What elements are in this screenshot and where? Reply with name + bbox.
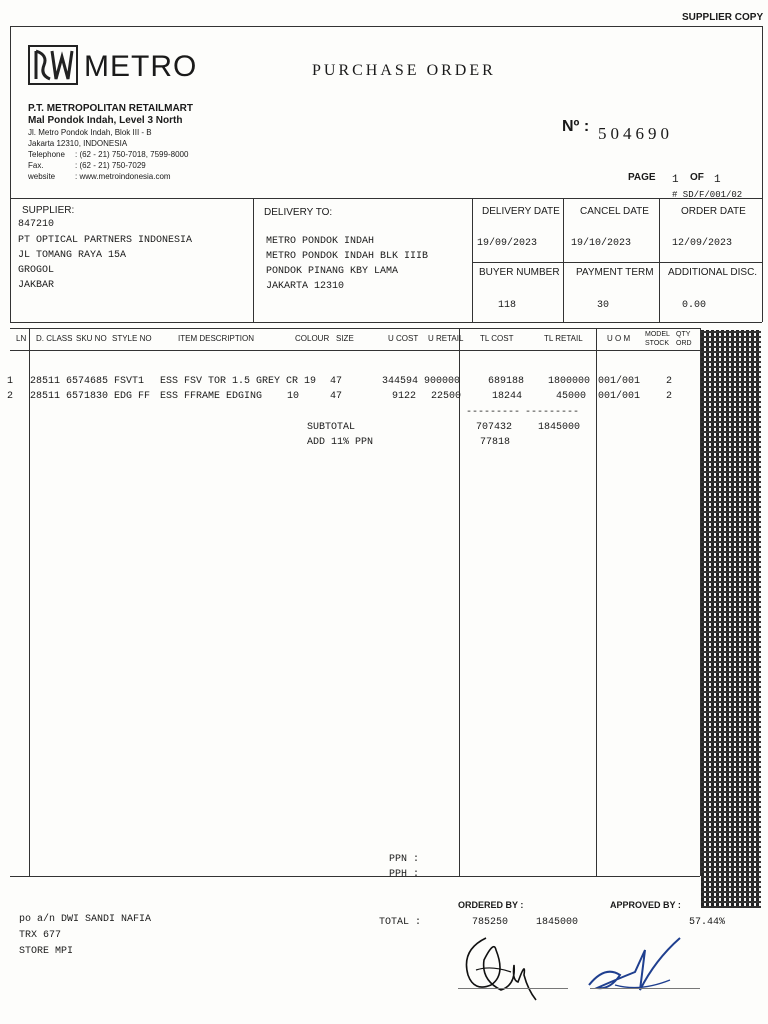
row-colour: 10	[287, 391, 300, 402]
total-retail: 1845000	[536, 917, 579, 928]
total-cost: 785250	[472, 917, 509, 928]
payment-term-label: PAYMENT TERM	[576, 267, 654, 278]
row-ln: 2	[7, 391, 14, 402]
supplier-address-3: JAKBAR	[18, 280, 55, 291]
footer-note-2: TRX 677	[19, 930, 62, 941]
row-tlcost: 689188	[488, 376, 525, 387]
supplier-code: 847210	[18, 219, 55, 230]
row-description: ESS FSV TOR 1.5 GREY CR 19	[160, 376, 317, 387]
ppn-line: PPN :	[389, 854, 420, 865]
col-tlcost: TL COST	[480, 334, 514, 343]
ordered-by-label: ORDERED BY :	[458, 900, 524, 910]
buyer-number: 118	[498, 300, 517, 311]
col-colour: COLOUR	[295, 334, 330, 343]
subtotal-divider-cost: ---------	[466, 407, 521, 418]
ppn-amount: 77818	[480, 437, 511, 448]
row-ucost: 9122	[392, 391, 417, 402]
subtotal-cost: 707432	[476, 422, 513, 433]
row-uretail: 900000	[424, 376, 461, 387]
row-size: 47	[330, 376, 343, 387]
company-address2: Jakarta 12310, INDONESIA	[28, 139, 128, 148]
additional-disc-label: ADDITIONAL DISC.	[668, 267, 758, 278]
delivery-line-1: METRO PONDOK INDAH	[266, 236, 375, 247]
footer-note-3: STORE MPI	[19, 946, 74, 957]
row-qty: 2	[666, 376, 673, 387]
approved-by-label: APPROVED BY :	[610, 900, 681, 910]
po-number: 504690	[598, 124, 673, 143]
signature-approved-icon	[585, 930, 695, 1000]
delivery-to-label: DELIVERY TO:	[264, 207, 333, 218]
col-qty-ord: QTY ORD	[676, 331, 692, 347]
footer-note-1: po a/n DWI SANDI NAFIA	[19, 914, 152, 925]
delivery-date-label: DELIVERY DATE	[482, 206, 560, 217]
delivery-line-3: PONDOK PINANG KBY LAMA	[266, 266, 399, 277]
delivery-line-4: JAKARTA 12310	[266, 281, 345, 292]
col-style: STYLE NO	[112, 334, 152, 343]
subtotal-divider-retail: ---------	[525, 407, 580, 418]
scan-noise-strip	[701, 330, 761, 908]
form-code: # SD/F/001/02	[672, 190, 743, 200]
row-tlcost: 18244	[492, 391, 523, 402]
order-date-label: ORDER DATE	[681, 206, 746, 217]
supplier-label: SUPPLIER:	[22, 205, 75, 216]
signature-ordered-icon	[456, 930, 546, 1005]
telephone-value: : (62 - 21) 750-7018, 7599-8000	[75, 150, 189, 159]
page-of-label: OF	[690, 172, 704, 183]
col-size: SIZE	[336, 334, 354, 343]
subtotal-label: SUBTOTAL	[307, 422, 356, 433]
row-qty: 2	[666, 391, 673, 402]
page-total: 1	[714, 174, 721, 186]
cancel-date: 19/10/2023	[571, 238, 632, 249]
ppn-label: ADD 11% PPN	[307, 437, 374, 448]
row-code: 28511 6574685 FSVT1	[30, 376, 145, 387]
payment-term: 30	[597, 300, 610, 311]
margin-percent: 57.44%	[689, 917, 726, 928]
col-dclass: D. CLASS	[36, 334, 73, 343]
row-tlretail: 1800000	[548, 376, 591, 387]
copy-label: SUPPLIER COPY	[682, 12, 764, 23]
page-label: PAGE	[628, 172, 656, 183]
supplier-address-2: GROGOL	[18, 265, 55, 276]
row-tlretail: 45000	[556, 391, 587, 402]
company-branch: Mal Pondok Indah, Level 3 North	[28, 115, 183, 126]
col-ln: LN	[16, 334, 27, 343]
fax-label: Fax.	[28, 161, 44, 170]
col-model-stock: MODEL STOCK	[645, 331, 670, 347]
col-tlretail: TL RETAIL	[544, 334, 583, 343]
col-uom: U O M	[607, 334, 631, 343]
row-size: 47	[330, 391, 343, 402]
total-label: TOTAL :	[379, 917, 422, 928]
supplier-address-1: JL TOMANG RAYA 15A	[18, 250, 127, 261]
row-ln: 1	[7, 376, 14, 387]
col-uretail: U RETAIL	[428, 334, 464, 343]
col-ucost: U COST	[388, 334, 419, 343]
row-ucost: 344594	[382, 376, 419, 387]
delivery-line-2: METRO PONDOK INDAH BLK IIIB	[266, 251, 429, 262]
fax-value: : (62 - 21) 750-7029	[75, 161, 146, 170]
subtotal-retail: 1845000	[538, 422, 581, 433]
pph-line: PPH :	[389, 869, 420, 880]
order-date: 12/09/2023	[672, 238, 733, 249]
telephone-label: Telephone	[28, 150, 65, 159]
doc-title: PURCHASE ORDER	[312, 62, 496, 79]
row-description: ESS FFRAME EDGING	[160, 391, 263, 402]
website-value: : www.metroindonesia.com	[75, 172, 171, 181]
metro-logo-text: METRO	[84, 50, 198, 83]
website-label: website	[28, 172, 56, 181]
buyer-number-label: BUYER NUMBER	[479, 267, 560, 278]
row-code: 28511 6571830 EDG FF	[30, 391, 151, 402]
company-address1: Jl. Metro Pondok Indah, Blok III - B	[28, 128, 152, 137]
po-number-label: Nº :	[562, 118, 590, 135]
row-uretail: 22500	[431, 391, 462, 402]
delivery-date: 19/09/2023	[477, 238, 538, 249]
metro-logo-icon	[28, 45, 78, 85]
col-description: ITEM DESCRIPTION	[178, 334, 255, 343]
supplier-name: PT OPTICAL PARTNERS INDONESIA	[18, 235, 193, 246]
row-uom: 001/001	[598, 376, 641, 387]
row-uom: 001/001	[598, 391, 641, 402]
page-number: 1	[672, 174, 679, 186]
cancel-date-label: CANCEL DATE	[580, 206, 649, 217]
company-name: P.T. METROPOLITAN RETAILMART	[28, 103, 193, 114]
col-sku: SKU NO	[76, 334, 107, 343]
additional-disc: 0.00	[682, 300, 707, 311]
